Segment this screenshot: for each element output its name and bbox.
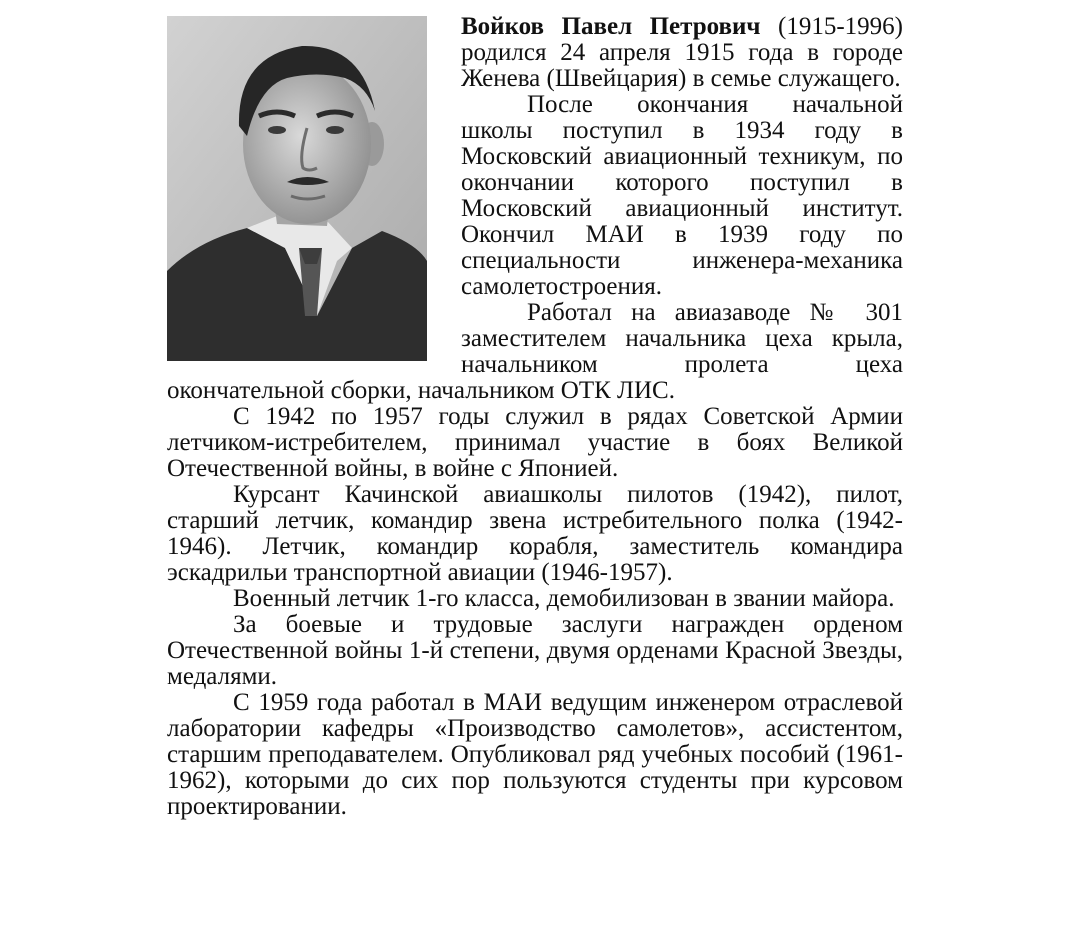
paragraph-awards: За боевые и трудовые заслуги награжден орденом Отечественной войны 1-й степени, двумя орденами Красной Звезды, медалями. bbox=[167, 611, 903, 690]
paragraph-army: С 1942 по 1957 годы служил в рядах Советской Армии летчиком-истребителем, принимал участие в боях Великой Отечественной войны, в войне с Японией. bbox=[167, 403, 903, 482]
paragraph-education: После окончания начальной школы поступил в 1934 году в Московский авиационный техникум, по окончании которого поступил в Московский авиационный институт. Окончил МАИ в 1939 году по специальности инженера-механика самолетостроения. bbox=[461, 91, 903, 300]
portrait-illustration bbox=[167, 16, 427, 361]
paragraph-mai-work: С 1959 года работал в МАИ ведущим инженером отраслевой лаборатории кафедры «Производство самолетов», ассистентом, старшим преподавателем. Опубликовал ряд учебных пособий (1961-1962), которыми до сих пор пользуются студенты при курсовом проектировании. bbox=[167, 689, 903, 820]
portrait-photo bbox=[167, 16, 427, 361]
intro-text: (1915-1996) родился 24 апреля 1915 года в городе Женева (Швейцария) в семье служащего. bbox=[461, 13, 903, 92]
person-name: Войков Павел Петрович bbox=[461, 13, 761, 40]
biography-page bbox=[167, 14, 903, 820]
paragraph-flight-career: Курсант Качинской авиашколы пилотов (1942), пилот, старший летчик, командир звена истребительного полка (1942-1946). Летчик, командир корабля, заместитель командира эскадрильи транспортной авиации (1946-1957). bbox=[167, 481, 903, 586]
paragraph-rank: Военный летчик 1-го класса, демобилизован в звании майора. bbox=[233, 585, 895, 612]
paragraph-factory: Работал на авиазаводе № 301 заместителем начальника цеха крыла, начальником пролета цеха окончательной сборки, начальником ОТК ЛИС. bbox=[167, 299, 903, 404]
